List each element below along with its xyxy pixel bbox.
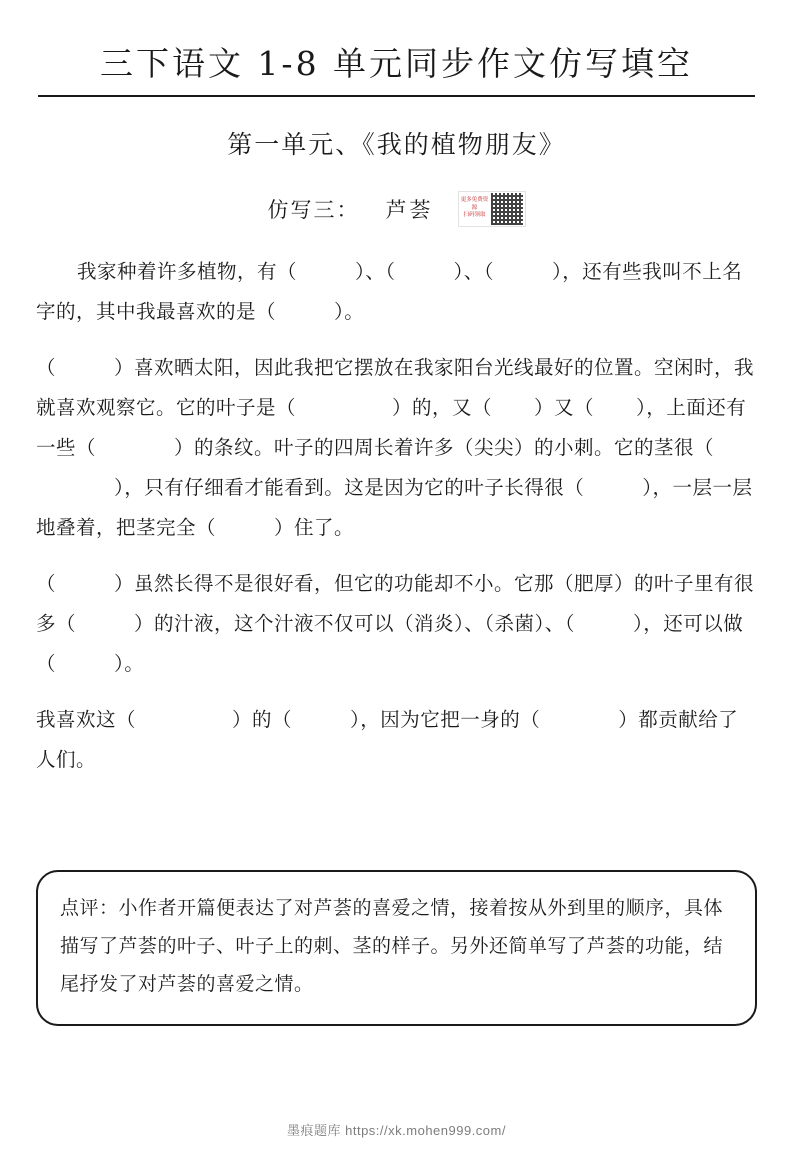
- p3-segment-e: ）。: [114, 653, 145, 675]
- sample-topic: 芦荟: [385, 197, 434, 222]
- p4-segment-a: 我喜欢这（: [36, 709, 137, 731]
- p4-segment-c: ），因为它把一身的（: [350, 709, 541, 731]
- p1-segment-b: ）、（: [354, 261, 396, 283]
- p1-segment-c: ）、（: [453, 261, 494, 283]
- p2-segment-e: ），上面还有一些（: [36, 397, 747, 459]
- worksheet-page: [0, 42, 793, 1164]
- p3-segment-b: ）虽然长得不是很好看，但它的功能却不小。它那（肥厚）的叶子里有很多（: [36, 573, 755, 635]
- comment-text: 小作者开篇便表达了对芦荟的喜爱之情，接着按从外到里的顺序，具体描写了芦荟的叶子、叶子上的刺、茎的样子。另外还简单写了芦荟的功能，结尾抒发了对芦荟的喜爱之情。: [60, 898, 724, 995]
- paragraph-1: [36, 253, 757, 333]
- p3-segment-a: （: [36, 573, 57, 595]
- p2-segment-a: （: [36, 357, 57, 379]
- composition-body: [36, 253, 757, 781]
- p2-segment-h: ），一层一层地叠着，把茎完全（: [36, 477, 753, 539]
- p2-segment-c: ）的，又（: [392, 397, 493, 419]
- footer-watermark: 墨痕题库 https://xk.mohen999.com/: [287, 1123, 506, 1138]
- p2-segment-i: ）住了。: [274, 517, 355, 539]
- unit-subtitle: 第一单元、《我的植物朋友》: [227, 129, 566, 159]
- page-title: 三下语文 1-8 单元同步作文仿写填空: [99, 44, 694, 83]
- qr-caption: [459, 197, 491, 219]
- p3-segment-d: ），还可以做（: [36, 613, 744, 675]
- p2-segment-f: ）的条纹。叶子的四周长着许多（尖尖）的小刺。它的茎很（: [174, 437, 715, 459]
- p1-segment-d: ），还有些我叫不上名字的，其中我最喜欢的是（: [36, 261, 743, 323]
- title-block: [36, 42, 757, 97]
- p2-segment-g: ），只有仔细看才能看到。这是因为它的叶子长得很（: [114, 477, 585, 499]
- p1-segment-a: 我家种着许多植物，有（: [76, 261, 297, 283]
- qr-promo-box[interactable]: [458, 191, 526, 227]
- teacher-comment-box: [36, 870, 757, 1026]
- paragraph-2: [36, 349, 757, 549]
- sample-label: 仿写三：: [267, 197, 360, 222]
- paragraph-4: [36, 701, 757, 781]
- qr-code-icon: [491, 193, 523, 225]
- qr-caption-line1: 更多免费资源: [460, 197, 489, 211]
- comment-label: 点评：: [60, 898, 119, 919]
- p4-segment-b: ）的（: [232, 709, 293, 731]
- p4-segment-d: ）都贡献给了人们。: [36, 709, 739, 771]
- p2-segment-b: ）喜欢晒太阳，因此我把它摆放在我家阳台光线最好的位置。空闲时，我就喜欢观察它。它的叶子是（: [36, 357, 755, 419]
- paragraph-3: [36, 565, 757, 685]
- title-divider: [38, 95, 755, 97]
- p3-segment-c: ）的汁液，这个汁液不仅可以（消炎）、（杀菌）、（: [134, 613, 576, 635]
- p2-segment-d: ）又（: [534, 397, 595, 419]
- p1-segment-e: ）。: [334, 301, 365, 323]
- qr-caption-line2: 扫码领取: [463, 212, 486, 219]
- sample-header: [36, 191, 757, 227]
